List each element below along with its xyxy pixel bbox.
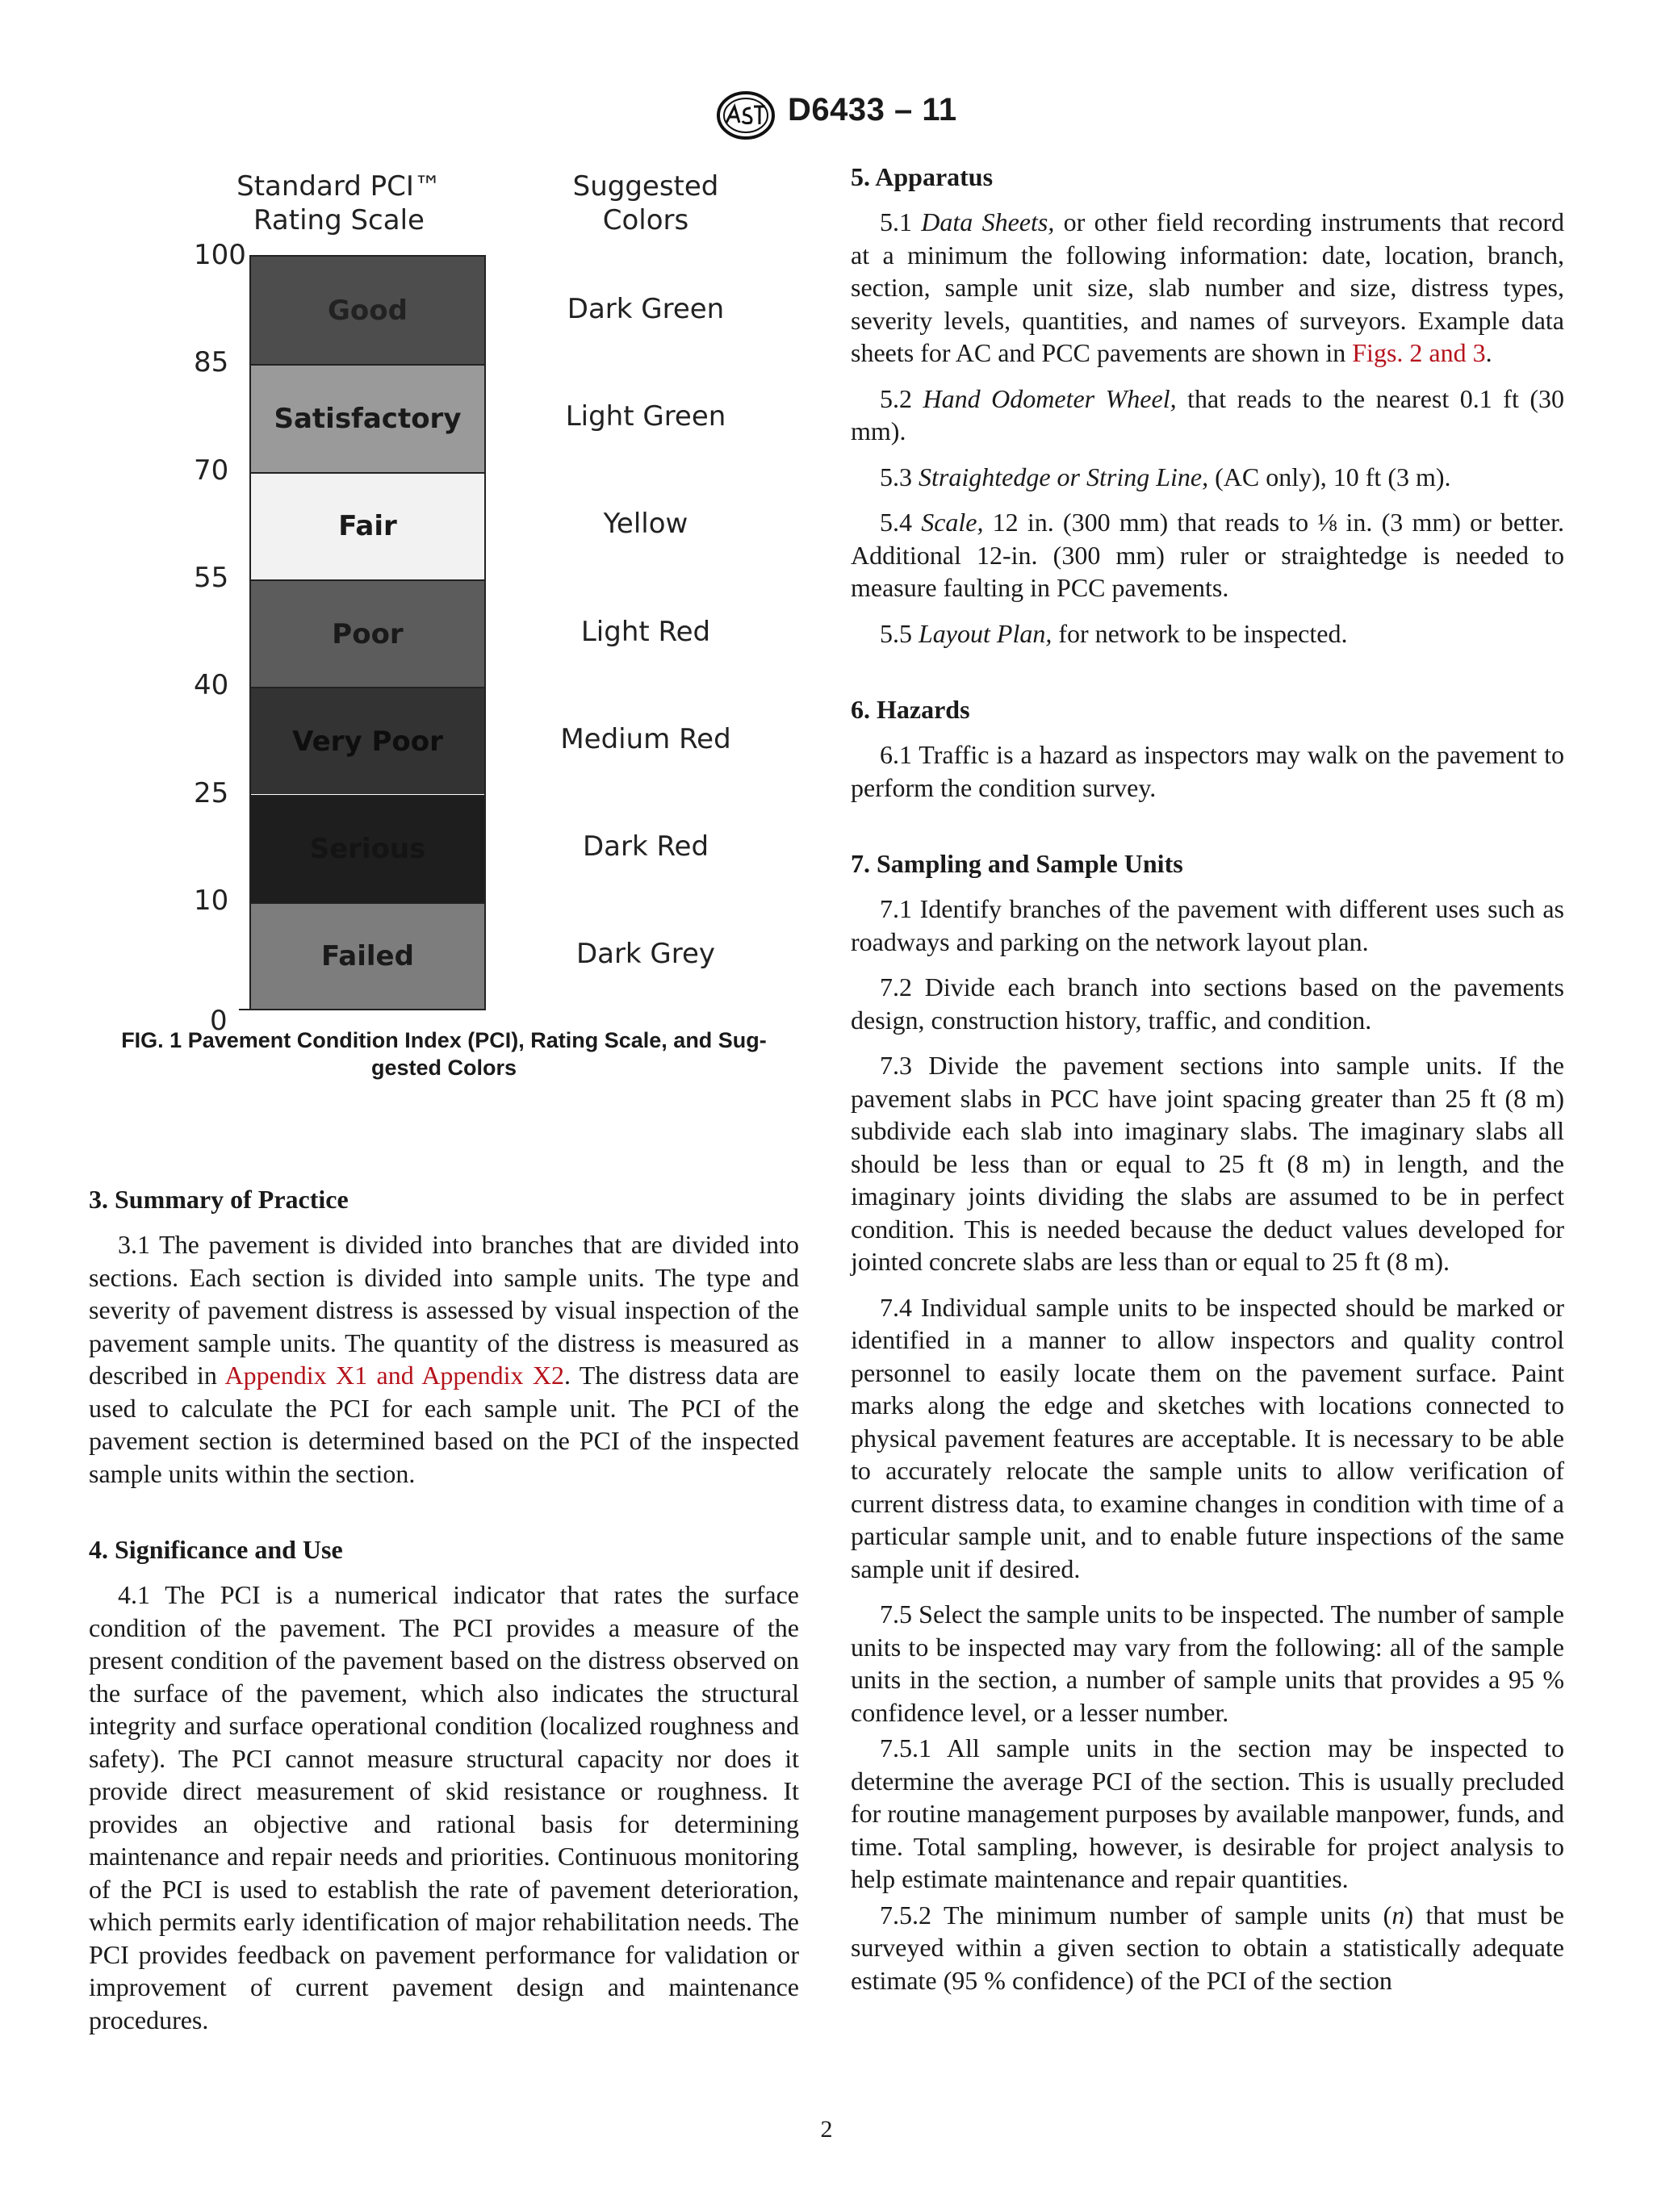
paragraph-3-1-text-b: . The distress data are used to calculate the PCI for each sample unit. The PCI of the pavement section is determined based on the PCI of the inspected sample units within the section. [89, 1361, 799, 1488]
paragraph-7-4: 7.4 Individual sample units to be inspected should be marked or identified in a manner to allow inspectors and quality control personnel to easily locate them on the pavement surface. Paint marks along the edge and sketches with locations connected to physical pavement features are acceptable. It is necessary to be able to accurately relocate the sample units to allow verification of current distress data, to examine changes in condition with time of a particular sample unit, and to enable future inspections of the same sample unit if desired. [851, 1292, 1564, 1583]
section-5-heading: 5. Apparatus [851, 162, 994, 191]
document-number: D6433 – 11 [788, 92, 957, 128]
variable-n: n [1391, 1900, 1405, 1930]
suggested-color-label: Dark Green [567, 292, 725, 325]
scale-tick-label: 40 [194, 669, 229, 702]
paragraph-7-2: 7.2 Divide each branch into sections based on the pavements design, construction history, traffic, and condition. [851, 972, 1564, 1035]
colors-heading-line2: Colors [602, 204, 689, 236]
figure-caption-line1: FIG. 1 Pavement Condition Index (PCI), Rating Scale, and Sug- [121, 1028, 767, 1052]
suggested-color-label: Dark Grey [575, 938, 716, 971]
page-header [0, 87, 1653, 144]
paragraph-5-1-text-b: . [1485, 338, 1492, 367]
scale-heading-line1: Standard PCI™ [236, 170, 441, 203]
figs-2-3-link[interactable]: Figs. 2 and 3 [1352, 338, 1486, 367]
term-layout-plan: Layout Plan, [919, 618, 1052, 648]
rating-band-label: Serious [309, 833, 426, 866]
right-column [851, 161, 1564, 2000]
scale-heading-line2: Rating Scale [253, 204, 425, 236]
term-hand-odometer-wheel: Hand Odometer Wheel, [923, 383, 1177, 413]
colors-heading [525, 169, 767, 237]
scale-tick-label: 100 [194, 239, 246, 271]
rating-band [251, 364, 484, 471]
left-column [89, 1183, 799, 2049]
paragraph-5-3-text: (AC only), 10 ft (3 m). [1208, 462, 1451, 491]
pci-rating-scale-figure [145, 161, 791, 1038]
astm-logo-icon [715, 90, 776, 140]
paragraph-5-2-number: 5.2 [880, 383, 923, 413]
scale-baseline [239, 1009, 263, 1010]
scale-axis-line [249, 257, 251, 1010]
paragraph-5-4 [851, 506, 1564, 604]
paragraph-3-1-text-a: 3.1 The pavement is divided into branches that are divided into sections. Each section is divided into sample units. The type and severity of pavement distress is assessed by visual inspection of the pavement sample units. The quantity of the distress is measured as described in [89, 1230, 799, 1390]
paragraph-5-5-text: for network to be inspected. [1052, 618, 1348, 648]
scale-tick-label: 25 [194, 776, 229, 809]
scale-tick-label: 70 [194, 454, 229, 487]
suggested-color-label: Light Red [580, 615, 711, 648]
paragraph-5-4-text: 12 in. (300 mm) that reads to ⅛ in. (3 mm) or better. Additional 12-in. (300 mm) ruler or straightedge is needed to measure faulting in PCC pavements. [851, 508, 1565, 602]
paragraph-7-5-2-text-b: ) that must be surveyed within a given section to obtain a statistically adequate estimate (95 % confidence) of the PCI of the section [851, 1900, 1565, 1995]
suggested-color-label: Yellow [603, 508, 688, 541]
paragraph-5-5 [851, 617, 1564, 650]
paragraph-5-1 [851, 206, 1564, 370]
term-scale: Scale, [921, 508, 984, 537]
rating-band-label: Satisfactory [274, 402, 462, 435]
rating-band [251, 902, 484, 1010]
rating-band [251, 472, 484, 579]
suggested-color-label: Light Green [565, 399, 726, 433]
paragraph-7-5-2 [851, 1899, 1564, 1997]
suggested-color-label: Medium Red [560, 722, 731, 755]
term-straightedge: Straightedge or String Line, [919, 462, 1209, 491]
term-data-sheets: Data Sheets, [921, 207, 1055, 236]
rating-band-label: Fair [338, 510, 397, 543]
rating-band-label: Good [328, 294, 408, 327]
paragraph-7-1: 7.1 Identify branches of the pavement with different uses such as roadways and parking on the network layout plan. [851, 894, 1564, 956]
rating-band [251, 687, 484, 794]
rating-band [251, 795, 484, 902]
appendix-link[interactable]: Appendix X1 and Appendix X2 [224, 1361, 564, 1390]
paragraph-7-3: 7.3 Divide the pavement sections into sample units. If the pavement slabs in PCC have joint spacing greater than 25 ft (8 m) subdivide each slab into imaginary slabs. The imaginary slabs all should be less than or equal to 25 ft (8 m) in length, and the imaginary joints dividing the slabs are assumed to be in perfect condition. This is needed because the deduct values developed for jointed concrete slabs are less than or equal to 25 ft (8 m). [851, 1051, 1564, 1276]
scale-tick-label: 85 [194, 346, 229, 379]
section-7-heading: 7. Sampling and Sample Units [851, 849, 1183, 878]
rating-band [251, 579, 484, 687]
scale-tick-label: 10 [194, 884, 229, 917]
paragraph-5-3 [851, 461, 1564, 494]
figure-caption-line2: gested Colors [370, 1056, 517, 1080]
scale-tick-label: 0 [210, 1005, 228, 1038]
section-4-heading: 4. Significance and Use [89, 1535, 343, 1564]
paragraph-7-5-2-text-a: 7.5.2 The minimum number of sample units ( [880, 1900, 1392, 1930]
paragraph-5-3-number: 5.3 [880, 462, 919, 491]
scale-tick-label: 55 [194, 561, 229, 594]
section-3-heading: 3. Summary of Practice [89, 1185, 349, 1214]
scale-heading [218, 169, 460, 237]
paragraph-7-5: 7.5 Select the sample units to be inspected. The number of sample units to be inspected may vary from the following: all of the sample units in the section, a number of sample units that provides a 95 % confidence level, or a lesser number. [851, 1599, 1564, 1727]
rating-band-label: Very Poor [292, 725, 443, 758]
paragraph-4-1: 4.1 The PCI is a numerical indicator that rates the surface condition of the pavement. The PCI provides a measure of the present condition of the pavement based on the distress observed on the surface of the pavement, which also indicates the structural integrity and surface operational condition (localized roughness and safety). The PCI cannot measure structural capacity nor does it provide direct measurement of skid resistance or roughness. It provides an objective and rational basis for determining maintenance and repair needs and priorities. Continuous monitoring of the PCI is used to establish the rate of pavement deterioration, which permits early identification of major rehabilitation needs. The PCI provides feedback on pavement performance for validation or improvement of current pavement design and maintenance procedures. [89, 1580, 799, 2034]
page-number: 2 [820, 2116, 833, 2143]
paragraph-5-4-number: 5.4 [880, 508, 922, 537]
rating-band [251, 257, 484, 364]
figure-caption [89, 1027, 799, 1081]
colors-heading-line1: Suggested [572, 170, 719, 203]
paragraph-5-1-text-a: or other field recording instruments that record at a minimum the following information: date, location, branch, section, sample unit size, slab number and size, distress types, severity levels, quantities, and names of surveyors. Example data sheets for AC and PCC pavements are shown in [851, 207, 1565, 367]
paragraph-5-1-number: 5.1 [880, 207, 922, 236]
paragraph-6-1: 6.1 Traffic is a hazard as inspectors may walk on the pavement to perform the condition survey. [851, 740, 1564, 802]
paragraph-5-2-text: that reads to the nearest 0.1 ft (30 mm). [851, 383, 1564, 445]
paragraph-7-5-1: 7.5.1 All sample units in the section may be inspected to determine the average PCI of the section. This is usually precluded for routine management purposes by available manpower, funds, and time. Total sampling, however, is desirable for project analysis to help estimate maintenance and repair quantities. [851, 1733, 1564, 1893]
rating-band-label: Poor [332, 617, 404, 650]
section-6-heading: 6. Hazards [851, 695, 970, 724]
paragraph-3-1 [89, 1228, 799, 1490]
paragraph-5-2 [851, 383, 1564, 448]
rating-band-label: Failed [321, 940, 414, 973]
suggested-color-label: Dark Red [582, 830, 709, 863]
paragraph-5-5-number: 5.5 [880, 618, 919, 648]
